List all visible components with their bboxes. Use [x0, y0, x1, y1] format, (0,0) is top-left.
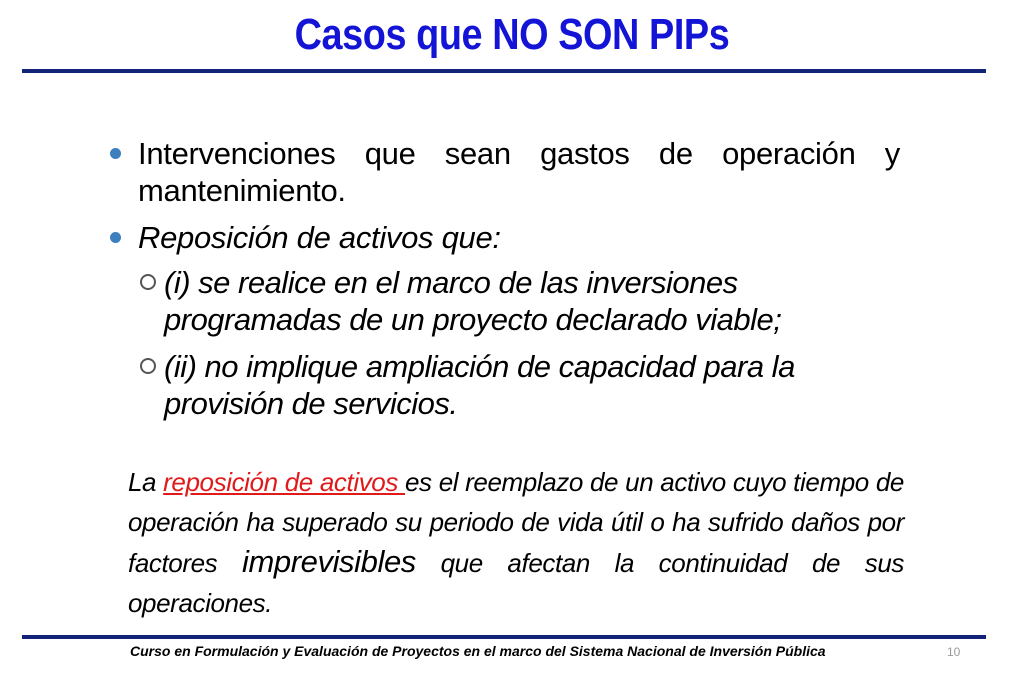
definition-emphasis: imprevisibles [241, 544, 416, 579]
slide-title: Casos que NO SON PIPs [294, 10, 730, 59]
footer-divider [22, 635, 986, 639]
sub-bullet-text: (i) se realice en el marco de las inversiones programadas de un proyecto declarado viable; [164, 265, 782, 337]
footer-text: Curso en Formulación y Evaluación de Proyectos en el marco del Sistema Nacional de Inversión Pública [130, 643, 826, 659]
sub-bullet-text: (ii) no implique ampliación de capacidad para la provisión de servicios. [164, 349, 795, 421]
definition-highlight-term: reposición de activos [163, 467, 405, 497]
bullet-dot-icon [110, 232, 121, 243]
definition-paragraph [128, 462, 904, 623]
definition-text-end: que afectan la continuidad de sus operaciones. [128, 548, 904, 618]
definition-lead: La [128, 467, 164, 497]
sub-bullet-item [110, 264, 900, 338]
title-divider [22, 69, 986, 73]
hollow-circle-bullet-icon [140, 274, 156, 290]
bullet-list [110, 135, 900, 422]
sub-bullet-item [110, 348, 900, 422]
definition-text: es el reemplazo de un activo cuyo tiempo de operación ha superado su periodo de vida útil o ha sufrido daños por factores [128, 467, 904, 578]
page-number: 10 [947, 645, 961, 659]
bullet-text: Reposición de activos que: [138, 220, 501, 255]
bullet-text: Intervenciones que sean gastos de operación y mantenimiento. [138, 136, 900, 208]
bullet-dot-icon [110, 148, 121, 159]
bullet-item [110, 219, 900, 256]
hollow-circle-bullet-icon [140, 358, 156, 374]
bullet-item [110, 135, 900, 209]
